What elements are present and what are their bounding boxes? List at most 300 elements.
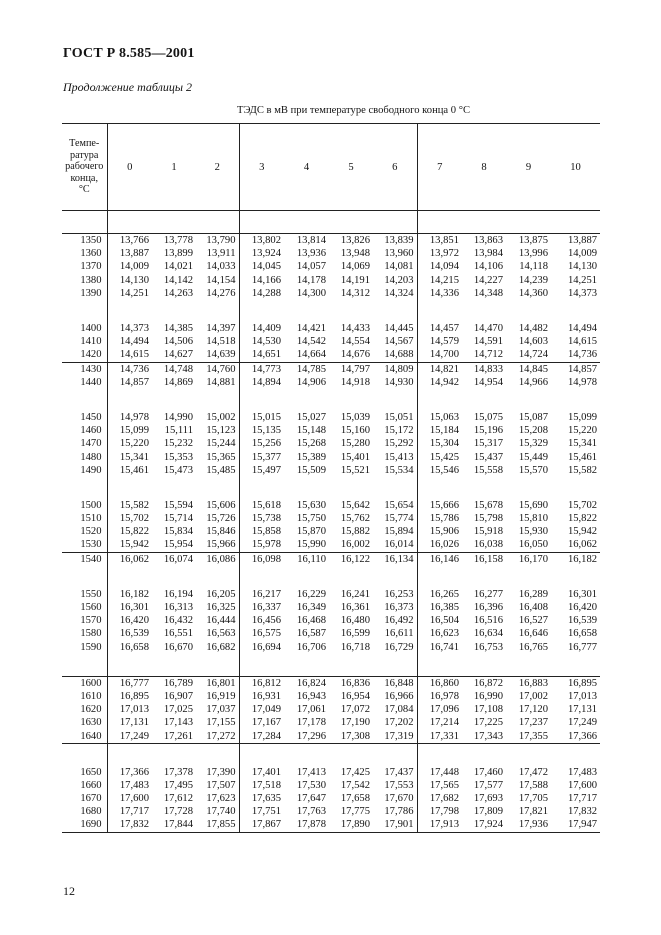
emf-value-cell: 14,312 (340, 287, 370, 299)
emf-value-cell: 14,057 (296, 261, 326, 273)
emf-value-cell: 14,700 (417, 348, 462, 362)
emf-value-cell: 14,724 (518, 349, 548, 361)
emf-value-cell: 14,142 (163, 274, 193, 286)
emf-value-cell: 15,099 (567, 411, 598, 423)
emf-value-cell: 16,253 (384, 588, 414, 600)
thermo-emf-table (62, 94, 600, 833)
emf-value-cell: 14,894 (239, 376, 284, 389)
table-row (62, 274, 600, 287)
emf-value-cell: 14,118 (519, 261, 548, 273)
group-spacer (62, 743, 600, 766)
emf-value-cell: 14,736 (107, 362, 152, 376)
emf-value-cell: 16,563 (206, 628, 236, 640)
spacer-cell (506, 300, 551, 322)
emf-value-cell: 15,027 (296, 411, 326, 423)
emf-value-cell: 14,470 (473, 323, 503, 335)
emf-value-cell: 15,798 (473, 513, 503, 525)
emf-value-cell: 15,534 (384, 464, 414, 476)
emf-value-cell: 15,413 (384, 451, 414, 463)
emf-value-cell: 17,296 (296, 730, 326, 742)
group-spacer (62, 300, 600, 322)
emf-value-cell: 15,437 (473, 451, 503, 463)
spacer-cell (284, 300, 329, 322)
emf-value-cell: 17,740 (206, 806, 236, 818)
emf-value-cell: 14,639 (206, 349, 236, 361)
emf-value-cell: 16,050 (518, 539, 548, 551)
emf-value-cell: 16,527 (518, 615, 548, 627)
spacer-cell (152, 477, 196, 499)
emf-value-cell: 15,822 (567, 513, 598, 525)
emf-value-cell: 17,261 (163, 730, 193, 742)
emf-value-cell: 16,694 (239, 641, 284, 654)
spacer-cell (152, 300, 196, 322)
emf-value-cell: 17,855 (196, 818, 239, 832)
emf-value-cell: 14,445 (384, 323, 414, 335)
emf-value-cell: 15,654 (384, 499, 414, 511)
temperature-cell: 1680 (80, 806, 102, 818)
group-spacer (62, 477, 600, 499)
emf-value-cell: 16,587 (296, 628, 326, 640)
emf-value-cell: 14,033 (206, 261, 236, 273)
emf-value-cell: 16,729 (384, 641, 414, 653)
emf-value-cell: 14,857 (107, 376, 152, 389)
emf-value-cell: 16,895 (107, 690, 152, 703)
emf-value-cell: 16,907 (163, 690, 193, 702)
spacer-cell (373, 389, 417, 411)
spacer-cell (506, 743, 551, 766)
table-row (62, 627, 600, 640)
emf-value-cell: 14,191 (340, 274, 370, 286)
emf-value-cell: 14,385 (163, 323, 193, 335)
temperature-cell: 1640 (80, 730, 102, 742)
emf-value-cell: 14,154 (206, 274, 236, 286)
page-number: 12 (63, 884, 75, 898)
spacer-cell (551, 300, 600, 322)
emf-value-cell: 17,401 (239, 766, 284, 779)
emf-value-cell: 16,539 (567, 615, 598, 627)
table-row (62, 464, 600, 477)
emf-value-cell: 17,013 (567, 690, 598, 702)
emf-value-cell: 14,336 (417, 287, 462, 300)
temperature-header-line: рабочего (65, 161, 104, 173)
spacer-cell (62, 743, 107, 766)
emf-value-cell: 17,131 (107, 716, 152, 729)
emf-value-cell: 16,134 (373, 552, 417, 566)
emf-value-cell: 17,635 (239, 792, 284, 805)
temperature-cell: 1520 (80, 526, 102, 538)
emf-value-cell: 15,558 (473, 464, 503, 476)
emf-value-cell: 17,131 (567, 704, 598, 716)
emf-value-cell: 16,205 (206, 588, 236, 600)
emf-value-cell: 15,148 (296, 425, 326, 437)
emf-value-cell: 16,432 (163, 615, 193, 627)
emf-value-cell: 14,676 (340, 349, 370, 361)
emf-value-cell: 15,485 (206, 464, 236, 476)
emf-value-cell: 15,365 (206, 451, 236, 463)
emf-value-cell: 15,546 (417, 464, 462, 477)
spacer-cell (551, 477, 600, 499)
emf-value-cell: 16,658 (107, 641, 152, 654)
emf-value-cell: 16,492 (384, 615, 414, 627)
spacer-cell (417, 566, 462, 588)
emf-value-cell: 14,069 (340, 261, 370, 273)
emf-value-cell: 16,658 (567, 628, 598, 640)
emf-value-cell: 14,045 (239, 260, 284, 273)
emf-value-cell: 15,268 (296, 438, 326, 450)
emf-value-cell: 15,509 (296, 464, 326, 476)
spacer-cell (196, 566, 239, 588)
emf-value-cell: 14,494 (107, 335, 152, 348)
emf-value-cell: 14,263 (163, 287, 193, 299)
spacer-cell (239, 654, 284, 677)
emf-value-cell: 13,899 (163, 248, 193, 260)
emf-value-cell: 17,214 (417, 716, 462, 729)
emf-value-cell: 15,954 (163, 539, 193, 551)
emf-value-cell: 14,736 (567, 349, 598, 361)
emf-value-cell: 14,373 (567, 287, 598, 299)
spacer-cell (107, 654, 152, 677)
emf-value-cell: 14,918 (340, 376, 370, 388)
emf-value-cell: 14,324 (384, 287, 414, 299)
emf-value-cell: 14,494 (567, 323, 598, 335)
emf-value-cell: 17,437 (384, 766, 414, 778)
emf-value-cell: 15,473 (163, 464, 193, 476)
emf-value-cell: 15,304 (417, 437, 462, 450)
emf-value-cell: 17,237 (518, 717, 548, 729)
emf-value-cell: 17,901 (373, 818, 417, 832)
spacer-cell (417, 211, 462, 234)
spacer-cell (239, 300, 284, 322)
emf-value-cell: 16,038 (473, 539, 503, 551)
emf-value-cell: 14,251 (567, 274, 598, 286)
emf-value-cell: 15,870 (296, 526, 326, 538)
spacer-cell (239, 743, 284, 766)
temperature-cell: 1360 (80, 248, 102, 260)
emf-value-cell: 17,366 (567, 730, 598, 742)
emf-value-cell: 15,738 (239, 512, 284, 525)
emf-value-cell: 17,913 (417, 818, 462, 832)
emf-value-cell: 17,413 (296, 766, 326, 778)
table-corner (62, 94, 107, 124)
spacer-cell (462, 566, 506, 588)
emf-value-cell: 13,875 (506, 234, 551, 248)
emf-value-cell: 15,353 (163, 451, 193, 463)
emf-value-cell: 14,966 (518, 376, 548, 388)
emf-value-cell: 15,220 (107, 437, 152, 450)
temperature-cell: 1420 (80, 349, 102, 361)
emf-value-cell: 16,122 (329, 552, 373, 566)
temperature-cell: 1550 (80, 588, 102, 600)
emf-value-cell: 17,072 (340, 704, 370, 716)
emf-value-cell: 17,448 (417, 766, 462, 779)
emf-value-cell: 15,606 (206, 499, 236, 511)
emf-value-cell: 15,858 (239, 525, 284, 538)
emf-value-cell: 16,396 (473, 602, 503, 614)
emf-value-cell: 17,483 (567, 766, 598, 778)
spacer-cell (417, 389, 462, 411)
emf-value-cell: 14,651 (239, 348, 284, 362)
emf-value-cell: 16,217 (239, 588, 284, 601)
emf-value-cell: 17,530 (296, 779, 326, 791)
emf-value-cell: 17,366 (107, 766, 152, 779)
emf-value-cell: 14,554 (340, 336, 370, 348)
emf-value-cell: 17,832 (567, 806, 598, 818)
emf-value-cell: 15,220 (567, 425, 598, 437)
emf-value-cell: 14,433 (340, 323, 370, 335)
emf-value-cell: 14,760 (196, 362, 239, 376)
temperature-cell: 1350 (62, 234, 107, 248)
table-row (62, 335, 600, 348)
emf-value-cell: 14,360 (518, 287, 548, 299)
emf-value-cell: 15,389 (296, 451, 326, 463)
emf-value-cell: 15,377 (239, 450, 284, 463)
emf-value-cell: 17,542 (340, 779, 370, 791)
table-row (62, 779, 600, 792)
group-spacer (62, 566, 600, 588)
emf-value-cell: 14,130 (567, 261, 598, 273)
column-header-1: 1 (152, 124, 196, 211)
emf-value-cell: 16,420 (567, 602, 598, 614)
emf-value-cell: 16,480 (340, 615, 370, 627)
emf-value-cell: 15,341 (567, 438, 598, 450)
emf-value-cell: 15,930 (518, 526, 548, 538)
emf-value-cell: 14,591 (473, 336, 503, 348)
spacer-cell (329, 300, 373, 322)
emf-value-cell: 14,276 (206, 287, 236, 299)
emf-value-cell: 15,942 (107, 538, 152, 552)
spacer-cell (239, 566, 284, 588)
spacer-cell (551, 654, 600, 677)
temperature-cell: 1510 (80, 513, 102, 525)
emf-value-cell: 16,634 (473, 628, 503, 640)
spacer-cell (329, 211, 373, 234)
spacer-cell (506, 654, 551, 677)
emf-value-cell: 16,504 (417, 614, 462, 627)
emf-value-cell: 17,460 (473, 766, 503, 778)
temperature-column-header (62, 124, 107, 211)
emf-value-cell: 15,762 (340, 513, 370, 525)
spacer-cell (417, 300, 462, 322)
spacer-cell (284, 211, 329, 234)
emf-value-cell: 14,797 (329, 362, 373, 376)
temperature-cell: 1370 (80, 261, 102, 273)
emf-value-cell: 13,851 (417, 234, 462, 248)
emf-value-cell: 15,774 (384, 513, 414, 525)
emf-value-cell: 16,990 (473, 690, 503, 702)
emf-value-cell: 17,658 (340, 793, 370, 805)
emf-value-cell: 16,182 (107, 588, 152, 601)
emf-value-cell: 14,954 (473, 376, 503, 388)
table-row (62, 260, 600, 273)
table-row (62, 676, 600, 690)
emf-value-cell: 14,081 (384, 261, 414, 273)
emf-value-cell: 13,984 (473, 248, 503, 260)
spacer-cell (196, 477, 239, 499)
emf-value-cell: 14,300 (296, 287, 326, 299)
temperature-cell: 1580 (80, 628, 102, 640)
emf-value-cell: 15,497 (239, 464, 284, 477)
emf-value-cell: 16,062 (567, 539, 598, 551)
emf-value-cell: 14,833 (462, 362, 506, 376)
emf-value-cell: 15,918 (473, 526, 503, 538)
emf-value-cell: 17,096 (417, 703, 462, 716)
emf-value-cell: 17,308 (340, 730, 370, 742)
emf-value-cell: 14,930 (384, 376, 414, 388)
emf-value-cell: 16,002 (340, 539, 370, 551)
emf-value-cell: 16,646 (518, 628, 548, 640)
emf-value-cell: 16,765 (518, 641, 548, 653)
spacer-cell (506, 477, 551, 499)
table-row (62, 411, 600, 424)
spacer-cell (373, 654, 417, 677)
emf-value-cell: 15,292 (384, 438, 414, 450)
emf-value-cell: 15,449 (518, 451, 548, 463)
emf-value-cell: 15,894 (384, 526, 414, 538)
emf-value-cell: 17,355 (518, 730, 548, 742)
emf-value-cell: 15,425 (417, 450, 462, 463)
emf-value-cell: 14,712 (473, 349, 503, 361)
emf-value-cell: 15,329 (518, 438, 548, 450)
emf-value-cell: 14,978 (567, 376, 598, 388)
spacer-cell (417, 477, 462, 499)
spacer-cell (462, 211, 506, 234)
emf-value-cell: 14,482 (518, 323, 548, 335)
emf-value-cell: 15,786 (417, 512, 462, 525)
emf-value-cell: 16,265 (417, 588, 462, 601)
spacer-cell (196, 389, 239, 411)
emf-value-cell: 17,425 (340, 766, 370, 778)
spacer-cell (152, 743, 196, 766)
table-row (62, 818, 600, 832)
emf-value-cell: 14,094 (417, 260, 462, 273)
emf-value-cell: 17,013 (107, 703, 152, 716)
emf-value-cell: 14,251 (107, 287, 152, 300)
emf-value-cell: 16,872 (462, 676, 506, 690)
table-row (62, 512, 600, 525)
spacer-cell (329, 389, 373, 411)
emf-value-cell: 15,882 (340, 526, 370, 538)
column-header-3: 3 (239, 124, 284, 211)
emf-value-cell: 15,317 (473, 438, 503, 450)
emf-value-cell: 17,705 (518, 793, 548, 805)
emf-value-cell: 16,062 (107, 552, 152, 566)
emf-value-cell: 15,810 (518, 513, 548, 525)
emf-value-cell: 14,009 (107, 260, 152, 273)
emf-value-cell: 16,026 (417, 538, 462, 552)
emf-value-cell: 17,670 (384, 793, 414, 805)
emf-value-cell: 15,906 (417, 525, 462, 538)
emf-value-cell: 14,130 (107, 274, 152, 287)
emf-value-cell: 16,706 (296, 641, 326, 653)
emf-value-cell: 15,099 (107, 424, 152, 437)
emf-value-cell: 16,801 (196, 676, 239, 690)
emf-value-cell: 17,577 (473, 779, 503, 791)
emf-value-cell: 14,881 (206, 376, 236, 388)
emf-value-cell: 14,166 (239, 274, 284, 287)
emf-value-cell: 15,666 (417, 499, 462, 512)
temperature-cell: 1400 (80, 323, 102, 335)
emf-value-cell: 17,936 (506, 818, 551, 832)
spacer-cell (506, 211, 551, 234)
emf-value-cell: 14,857 (551, 362, 600, 376)
emf-value-cell: 14,215 (417, 274, 462, 287)
emf-value-cell: 13,863 (462, 234, 506, 248)
spacer-cell (284, 654, 329, 677)
emf-value-cell: 16,931 (239, 690, 284, 703)
table-row (62, 376, 600, 389)
emf-value-cell: 16,966 (384, 690, 414, 702)
emf-value-cell: 17,178 (296, 717, 326, 729)
spacer-cell (239, 389, 284, 411)
emf-value-cell: 14,990 (163, 411, 193, 423)
spacer-cell (551, 566, 600, 588)
emf-value-cell: 15,280 (340, 438, 370, 450)
column-header-5: 5 (329, 124, 373, 211)
emf-value-cell: 16,385 (417, 601, 462, 614)
spacer-cell (196, 300, 239, 322)
emf-value-cell: 14,773 (239, 362, 284, 376)
temperature-cell: 1380 (80, 274, 102, 286)
emf-value-cell: 14,106 (473, 261, 503, 273)
emf-value-cell: 15,942 (567, 526, 598, 538)
emf-value-cell: 16,313 (163, 602, 193, 614)
emf-value-cell: 15,630 (296, 499, 326, 511)
emf-value-cell: 14,748 (152, 362, 196, 376)
emf-value-cell: 13,972 (417, 247, 462, 260)
spacer-cell (107, 477, 152, 499)
emf-value-cell: 15,582 (107, 499, 152, 512)
emf-value-cell: 16,623 (417, 627, 462, 640)
spacer-cell (462, 743, 506, 766)
emf-value-cell: 16,670 (163, 641, 193, 653)
document-code: ГОСТ Р 8.585—2001 (63, 46, 195, 61)
emf-value-cell: 15,690 (518, 499, 548, 511)
emf-value-cell: 17,507 (206, 779, 236, 791)
emf-value-cell: 17,225 (473, 717, 503, 729)
temperature-cell: 1650 (80, 766, 102, 778)
spacer-cell (329, 566, 373, 588)
table-row (62, 614, 600, 627)
table-row (62, 538, 600, 552)
emf-value-cell: 14,239 (518, 274, 548, 286)
spacer-cell (62, 211, 107, 234)
temperature-cell: 1430 (62, 362, 107, 376)
emf-value-cell: 17,751 (239, 805, 284, 818)
spacer-cell (551, 211, 600, 234)
temperature-cell: 1560 (80, 602, 102, 614)
spacer-cell (284, 743, 329, 766)
emf-value-cell: 15,232 (163, 438, 193, 450)
emf-value-cell: 14,457 (417, 322, 462, 335)
emf-value-cell: 14,009 (567, 248, 598, 260)
group-spacer (62, 211, 600, 234)
spacer-cell (196, 654, 239, 677)
emf-value-cell: 15,642 (340, 499, 370, 511)
emf-value-cell: 14,567 (384, 336, 414, 348)
emf-value-cell: 17,844 (152, 818, 196, 832)
column-header-7: 7 (417, 124, 462, 211)
spacer-cell (239, 211, 284, 234)
spacer-cell (284, 566, 329, 588)
emf-value-cell: 17,728 (163, 806, 193, 818)
emf-value-cell: 15,978 (239, 538, 284, 552)
emf-value-cell: 15,135 (239, 424, 284, 437)
column-header-6: 6 (373, 124, 417, 211)
emf-value-cell: 15,618 (239, 499, 284, 512)
emf-value-cell: 15,521 (340, 464, 370, 476)
emf-value-cell: 17,483 (107, 779, 152, 792)
emf-value-cell: 16,182 (551, 552, 600, 566)
